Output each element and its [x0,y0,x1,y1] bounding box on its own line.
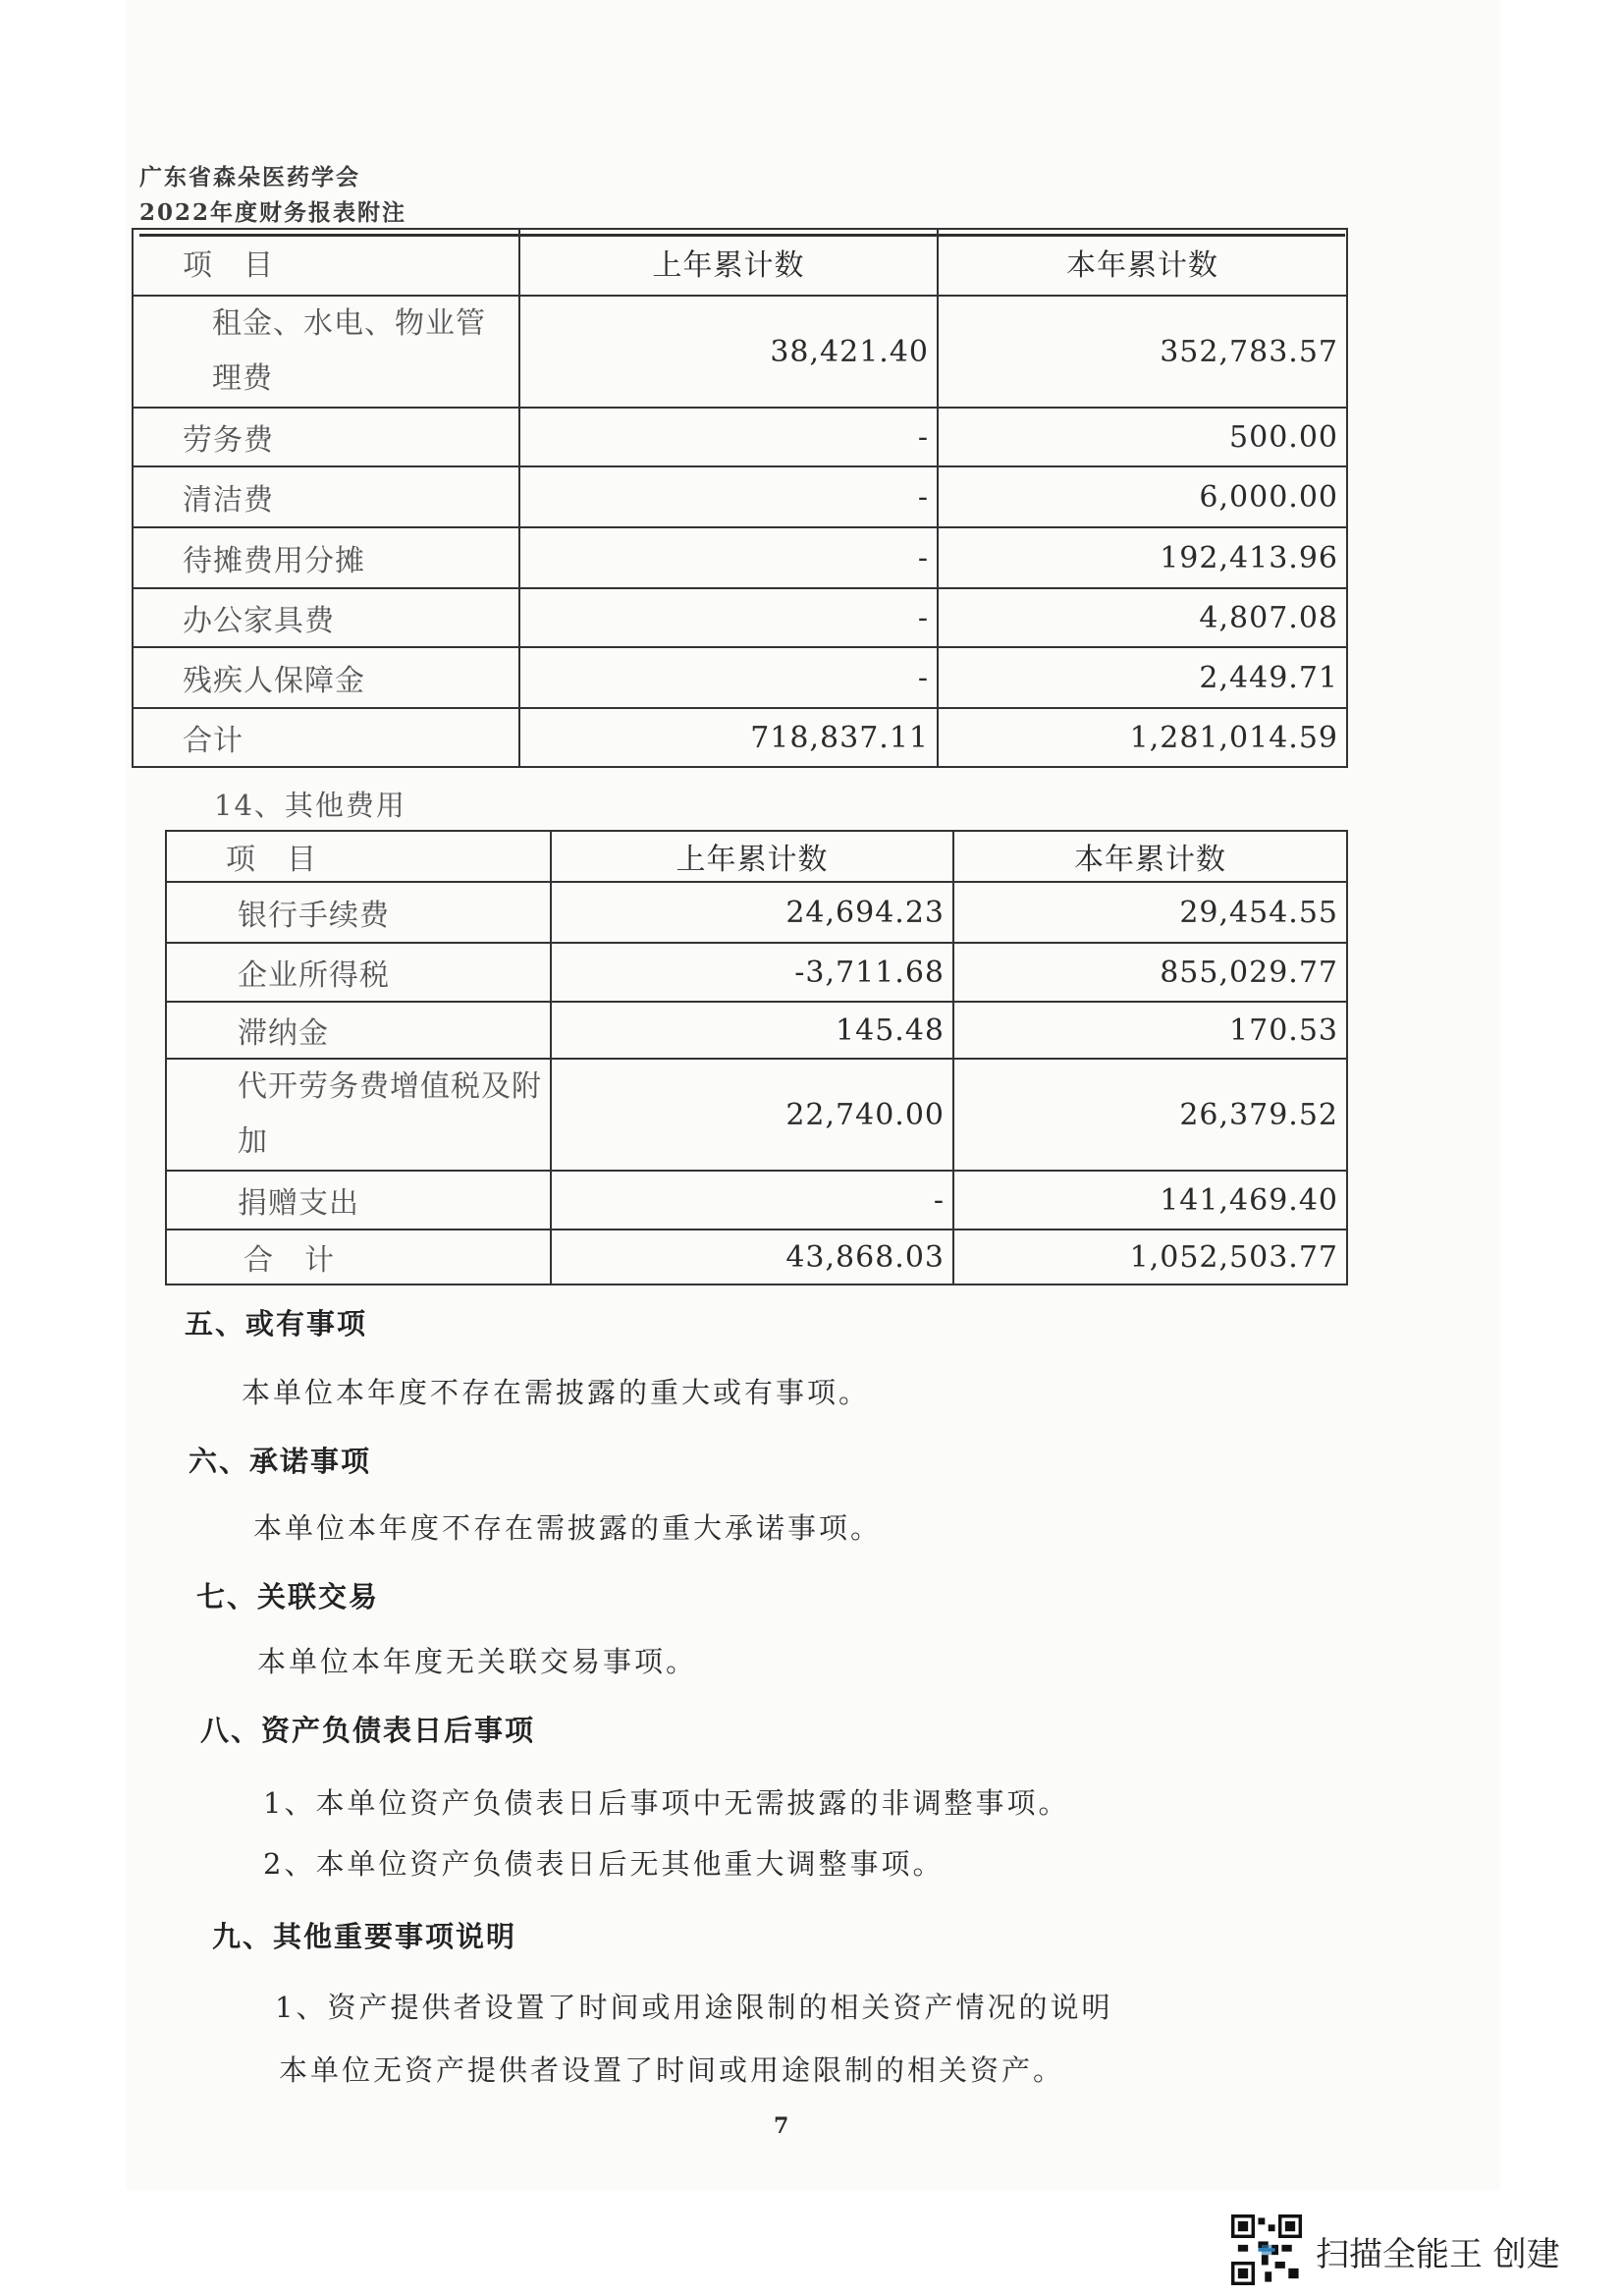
row-item: 合 计 [166,1230,551,1285]
row-curr: 500.00 [938,408,1347,466]
section-seven-text: 本单位本年度无关联交易事项。 [257,1645,698,1678]
row-curr: 1,281,014.59 [938,708,1347,767]
row-prev: - [519,588,938,647]
table-row [166,1002,1347,1059]
row-item: 银行手续费 [166,882,551,943]
section-eight-item-1: 1、本单位资产负债表日后事项中无需披露的非调整事项。 [263,1786,1070,1820]
row-curr: 4,807.08 [938,588,1347,647]
row-item: 待摊费用分摊 [133,527,519,588]
row-prev: - [551,1171,953,1230]
row-curr: 352,783.57 [938,296,1347,408]
row-curr: 29,454.55 [953,882,1347,943]
table-row [133,647,1347,708]
table-row [133,466,1347,527]
row-curr: 192,413.96 [938,527,1347,588]
table-header-curr: 本年累计数 [953,831,1347,882]
page-number: 7 [774,2113,789,2139]
row-item: 滞纳金 [166,1002,551,1059]
table-row [133,588,1347,647]
row-curr: 6,000.00 [938,466,1347,527]
row-item: 租金、水电、物业管理费 [133,296,519,408]
table-header-prev: 上年累计数 [519,229,938,296]
row-prev: 24,694.23 [551,882,953,943]
table-row [133,296,1347,408]
table-row [133,408,1347,466]
row-curr: 26,379.52 [953,1059,1347,1171]
row-prev: -3,711.68 [551,943,953,1002]
table-total-row [133,708,1347,767]
row-item: 残疾人保障金 [133,647,519,708]
row-item: 企业所得税 [166,943,551,1002]
section-seven-title: 七、关联交易 [196,1580,380,1613]
table-row [166,943,1347,1002]
section-nine-item-1: 1、资产提供者设置了时间或用途限制的相关资产情况的说明 [275,1991,1113,2024]
row-item: 清洁费 [133,466,519,527]
other-expenses-table [165,830,1348,1285]
section-six-title: 六、承诺事项 [189,1445,372,1478]
row-curr: 855,029.77 [953,943,1347,1002]
section-five-title: 五、或有事项 [185,1307,368,1340]
table-row [166,882,1347,943]
table-header-curr: 本年累计数 [938,229,1347,296]
row-item: 捐赠支出 [166,1171,551,1230]
row-item-text: 代开劳务费增值税及附加 [238,1069,542,1159]
row-prev: 145.48 [551,1002,953,1059]
table-header-item: 项 目 [166,831,551,882]
section-nine-text: 本单位无资产提供者设置了时间或用途限制的相关资产。 [279,2053,1065,2087]
table-row [133,527,1347,588]
row-prev: 38,421.40 [519,296,938,408]
section-eight-title: 八、资产负债表日后事项 [200,1714,536,1747]
header-doc-title: 2022年度财务报表附注 [139,199,407,226]
section-eight-item-2: 2、本单位资产负债表日后无其他重大调整事项。 [263,1847,945,1881]
row-prev: - [519,647,938,708]
table-total-row [166,1230,1347,1285]
row-prev: - [519,527,938,588]
row-curr: 1,052,503.77 [953,1230,1347,1285]
row-prev: 43,868.03 [551,1230,953,1285]
row-prev: - [519,466,938,527]
subsection-title: 14、其他费用 [214,789,406,822]
row-item [166,1059,551,1171]
row-prev: 718,837.11 [519,708,938,767]
section-five-text: 本单位本年度不存在需披露的重大或有事项。 [242,1376,871,1409]
table-header-prev: 上年累计数 [551,831,953,882]
row-prev: - [519,408,938,466]
header-org: 广东省森朵医药学会 [139,164,360,191]
section-nine-title: 九、其他重要事项说明 [212,1920,517,1953]
qr-code-icon [1231,2214,1302,2285]
table-row [166,1059,1347,1171]
row-curr: 170.53 [953,1002,1347,1059]
section-six-text: 本单位本年度不存在需披露的重大承诺事项。 [253,1511,883,1545]
row-curr: 141,469.40 [953,1171,1347,1230]
table-row [166,1171,1347,1230]
row-item: 合计 [133,708,519,767]
scanner-watermark: 扫描全能王 创建 [1316,2235,1560,2274]
expense-table-continued [132,228,1348,768]
row-curr: 2,449.71 [938,647,1347,708]
row-item: 办公家具费 [133,588,519,647]
table-header-item: 项 目 [133,229,519,296]
row-item: 劳务费 [133,408,519,466]
row-prev: 22,740.00 [551,1059,953,1171]
